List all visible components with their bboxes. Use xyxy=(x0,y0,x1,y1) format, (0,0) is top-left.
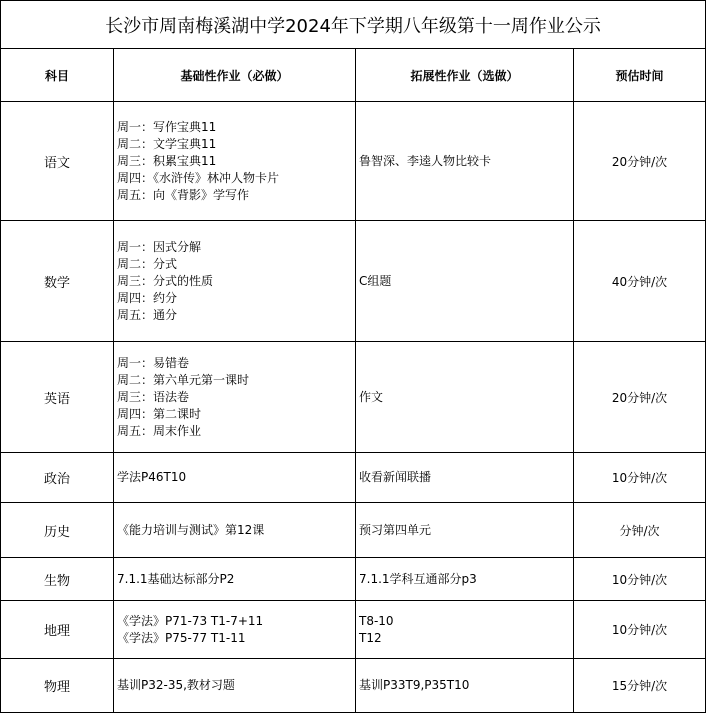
extended-line: 预习第四单元 xyxy=(359,522,432,537)
header-row xyxy=(1,49,706,102)
basic-line: 《学法》P75-77 T1-11 xyxy=(117,630,246,645)
table-row xyxy=(1,102,706,221)
extended-line: 鲁智深、李逵人物比较卡 xyxy=(359,153,492,168)
basic-line: 周二：文学宝典11 xyxy=(117,136,217,151)
extended-cell xyxy=(356,503,574,558)
table-row xyxy=(1,601,706,659)
time-cell: 10分钟/次 xyxy=(574,601,706,659)
extended-cell xyxy=(356,659,574,713)
extended-cell xyxy=(356,221,574,342)
table-row xyxy=(1,342,706,453)
table-row xyxy=(1,503,706,558)
table-row xyxy=(1,221,706,342)
header-extended: 拓展性作业（选做） xyxy=(356,49,574,102)
basic-line: 周三：语法卷 xyxy=(117,389,190,404)
basic-line: 《学法》P71-73 T1-7+11 xyxy=(117,613,264,628)
basic-line: 周五：向《背影》学写作 xyxy=(117,187,250,202)
basic-line: 周一：易错卷 xyxy=(117,355,190,370)
basic-cell xyxy=(114,342,356,453)
extended-cell xyxy=(356,558,574,601)
basic-line: 基训P32-35,教材习题 xyxy=(117,678,235,692)
extended-cell xyxy=(356,453,574,503)
extended-line: 基训P33T9,P35T10 xyxy=(359,678,470,692)
extended-cell xyxy=(356,601,574,659)
page-title: 长沙市周南梅溪湖中学2024年下学期八年级第十一周作业公示 xyxy=(1,1,706,49)
extended-line: T12 xyxy=(359,630,382,645)
subject-cell: 地理 xyxy=(1,601,114,659)
extended-line: 作文 xyxy=(359,389,384,404)
extended-line: C组题 xyxy=(359,273,392,288)
header-basic: 基础性作业（必做） xyxy=(114,49,356,102)
basic-cell xyxy=(114,503,356,558)
basic-cell xyxy=(114,221,356,342)
header-time: 预估时间 xyxy=(574,49,706,102)
basic-line: 学法P46T10 xyxy=(117,470,187,484)
basic-cell xyxy=(114,558,356,601)
basic-cell xyxy=(114,659,356,713)
subject-cell: 数学 xyxy=(1,221,114,342)
table-row xyxy=(1,558,706,601)
basic-line: 周一：写作宝典11 xyxy=(117,119,217,134)
basic-cell xyxy=(114,601,356,659)
basic-line: 7.1.1基础达标部分P2 xyxy=(117,571,235,586)
header-subject: 科目 xyxy=(1,49,114,102)
basic-line: 周三：积累宝典11 xyxy=(117,153,217,168)
subject-cell: 政治 xyxy=(1,453,114,503)
basic-line: 周三：分式的性质 xyxy=(117,273,214,288)
time-cell: 40分钟/次 xyxy=(574,221,706,342)
basic-line: 周二：分式 xyxy=(117,256,178,271)
subject-cell: 历史 xyxy=(1,503,114,558)
table-row xyxy=(1,659,706,713)
basic-line: 周五：通分 xyxy=(117,307,178,322)
time-cell: 10分钟/次 xyxy=(574,453,706,503)
time-cell: 分钟/次 xyxy=(574,503,706,558)
basic-cell xyxy=(114,102,356,221)
subject-cell: 语文 xyxy=(1,102,114,221)
extended-cell xyxy=(356,342,574,453)
time-cell: 15分钟/次 xyxy=(574,659,706,713)
basic-line: 《能力培训与测试》第12课 xyxy=(117,522,265,537)
extended-line: 7.1.1学科互通部分p3 xyxy=(359,571,477,586)
basic-line: 周二：第六单元第一课时 xyxy=(117,372,250,387)
basic-line: 周四：第二课时 xyxy=(117,406,202,421)
extended-cell xyxy=(356,102,574,221)
basic-line: 周一：因式分解 xyxy=(117,239,202,254)
time-cell: 20分钟/次 xyxy=(574,102,706,221)
basic-line: 周四：《水浒传》林冲人物卡片 xyxy=(117,170,280,185)
extended-line: 收看新闻联播 xyxy=(359,470,432,484)
time-cell: 20分钟/次 xyxy=(574,342,706,453)
basic-line: 周五：周末作业 xyxy=(117,423,202,438)
subject-cell: 英语 xyxy=(1,342,114,453)
basic-cell xyxy=(114,453,356,503)
subject-cell: 生物 xyxy=(1,558,114,601)
title-row xyxy=(1,1,706,49)
subject-cell: 物理 xyxy=(1,659,114,713)
basic-line: 周四：约分 xyxy=(117,290,178,305)
table-row xyxy=(1,453,706,503)
extended-line: T8-10 xyxy=(359,613,394,628)
time-cell: 10分钟/次 xyxy=(574,558,706,601)
